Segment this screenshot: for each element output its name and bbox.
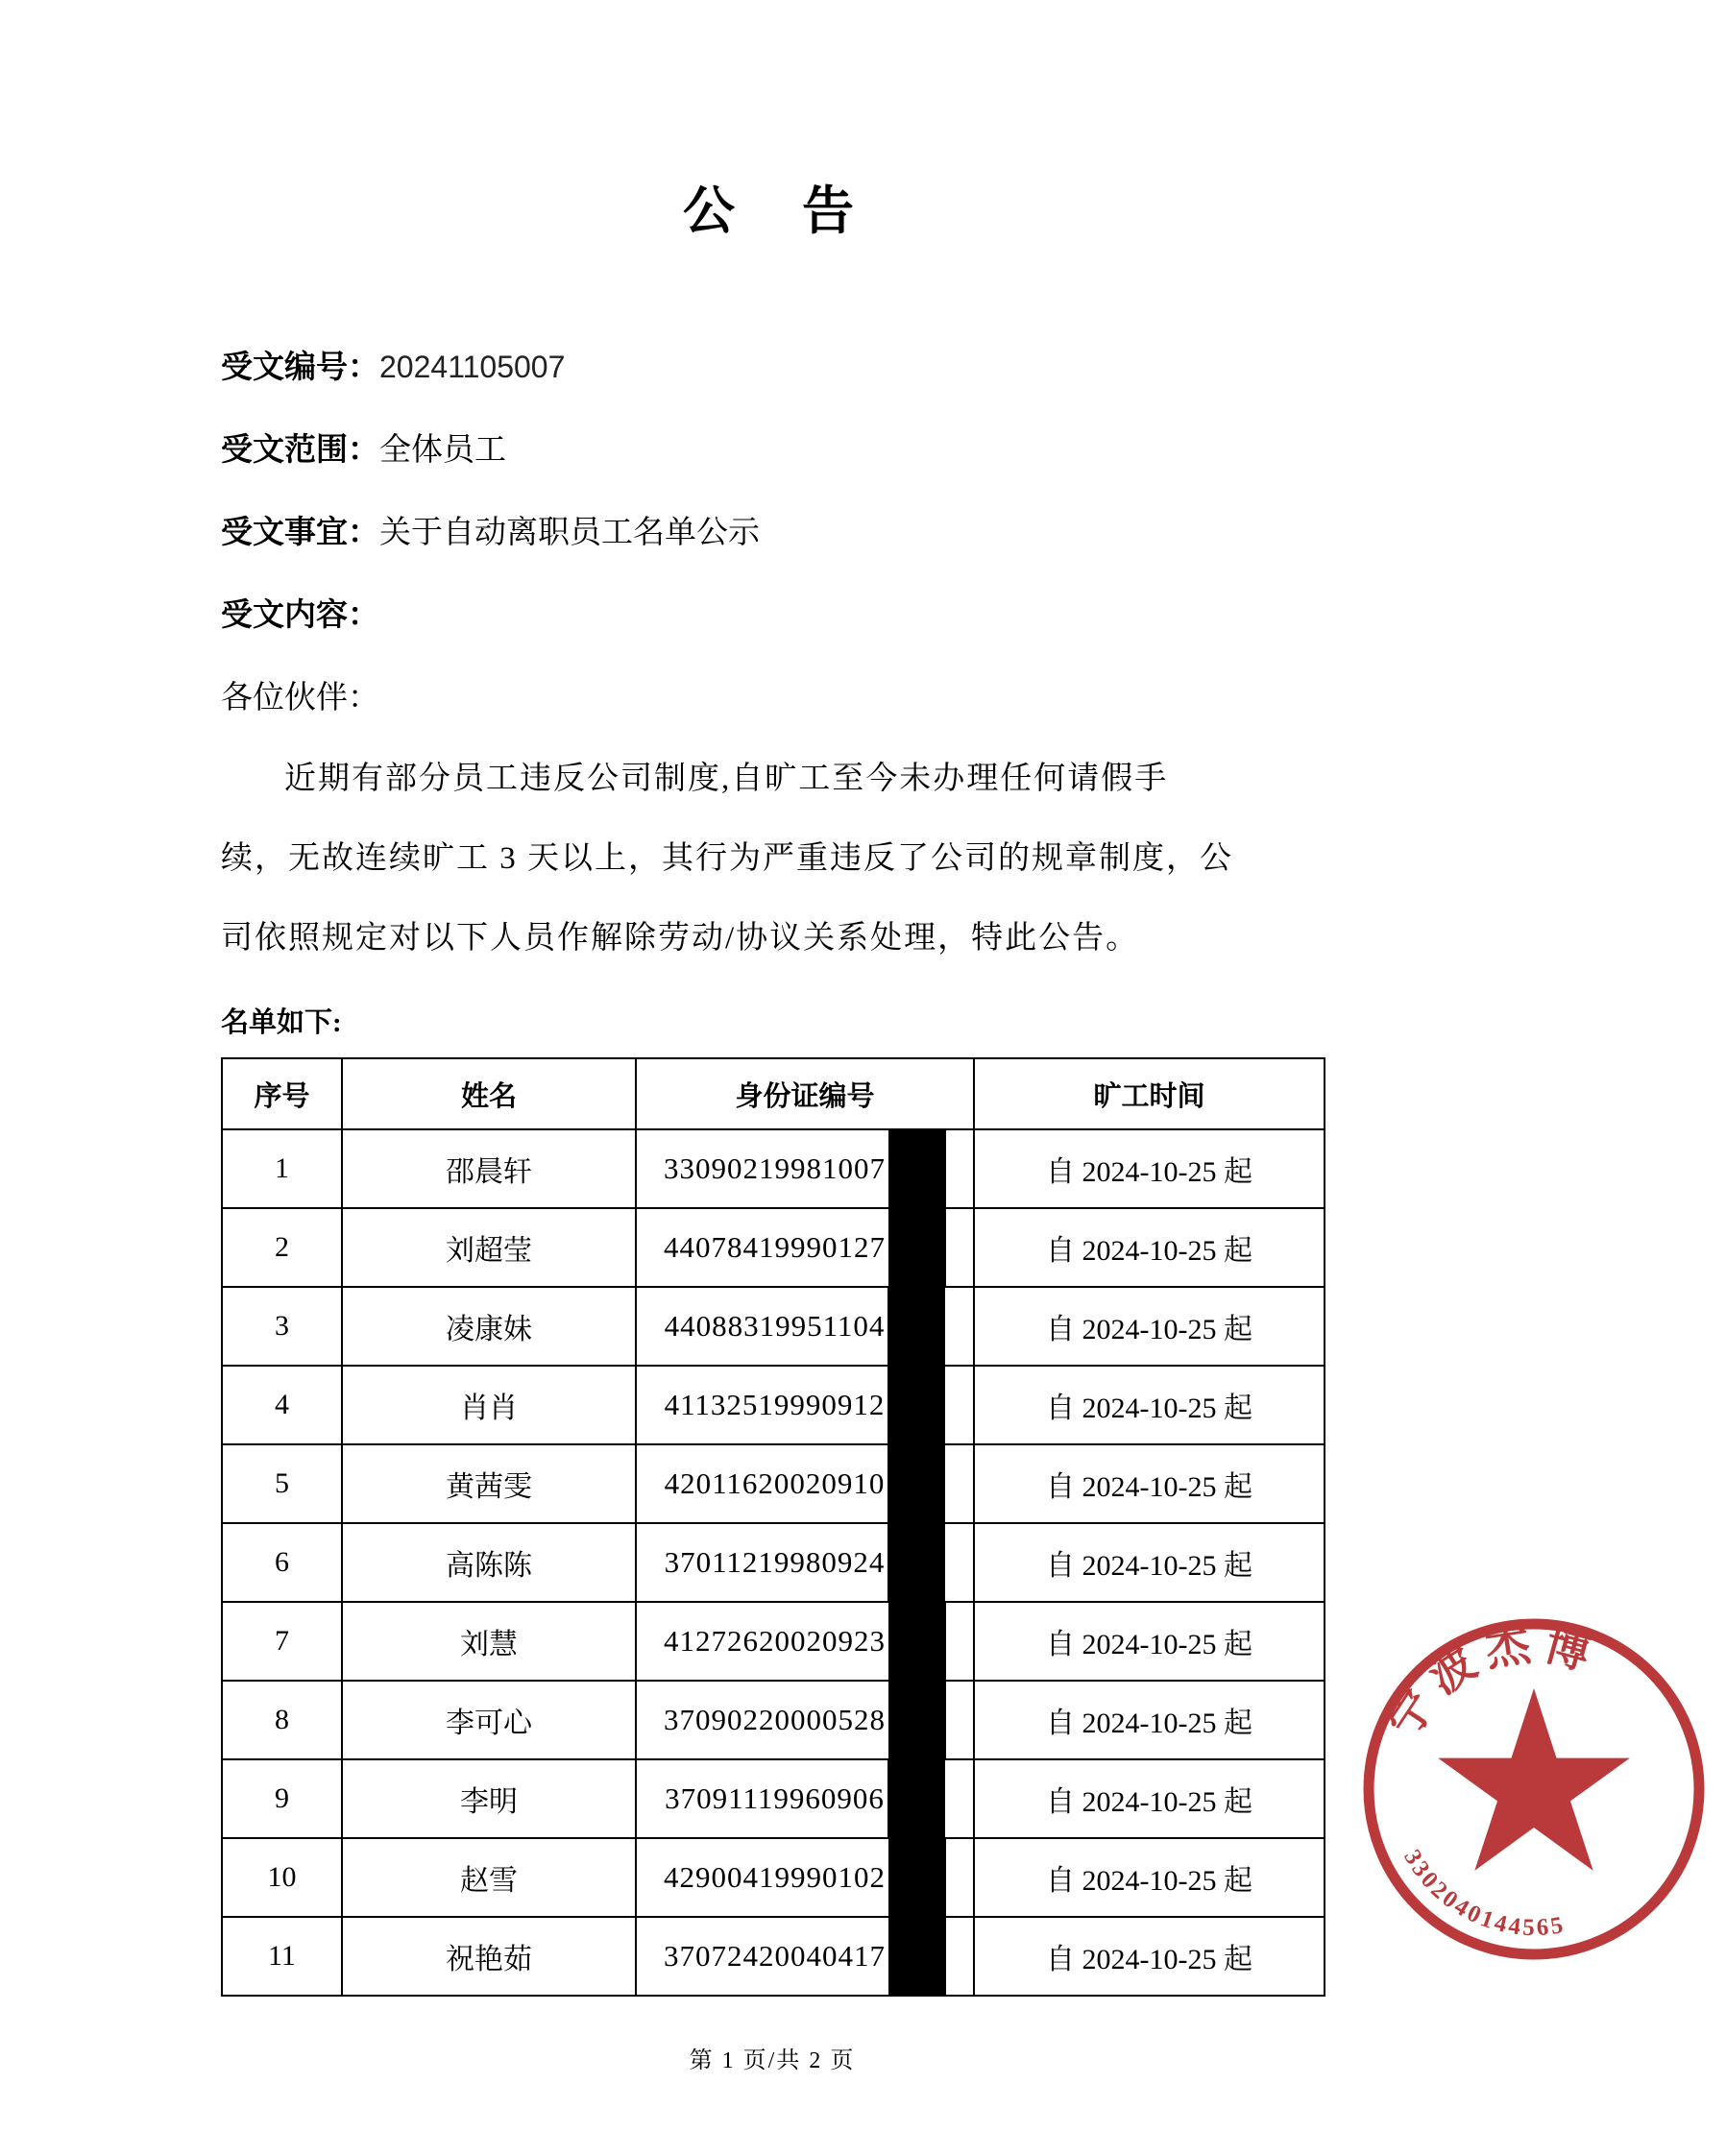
roster-table [221, 1057, 1325, 1997]
id-digits: 37072420040417 [664, 1939, 886, 1973]
header-absence-time: 旷工时间 [974, 1058, 1325, 1129]
cell-index: 2 [222, 1208, 342, 1287]
cell-id [636, 1287, 974, 1366]
id-digits: 41132519990912 [664, 1388, 886, 1421]
table-row [222, 1287, 1325, 1366]
cell-name: 肖肖 [342, 1366, 636, 1444]
meta-line-doc-body-label [221, 598, 1324, 633]
header-id-number: 身份证编号 [636, 1058, 974, 1129]
company-seal-stamp [1342, 1597, 1726, 1981]
cell-absence-time: 自 2024-10-25 起 [974, 1681, 1325, 1759]
cell-name: 凌康妹 [342, 1287, 636, 1366]
cell-name: 黄茜雯 [342, 1444, 636, 1523]
cell-absence-time: 自 2024-10-25 起 [974, 1602, 1325, 1681]
doc-number-label: 受文编号： [221, 351, 379, 385]
id-digits: 42011620020910 [664, 1466, 886, 1500]
meta-line-doc-subject [221, 516, 1324, 550]
table-row [222, 1523, 1325, 1602]
cell-index: 7 [222, 1602, 342, 1681]
seal-company-arc-text: 宁波杰博 [1378, 1618, 1605, 1746]
table-header-row [222, 1058, 1325, 1129]
body-line-1: 近期有部分员工违反公司制度,自旷工至今未办理任何请假手 [284, 762, 1169, 796]
cell-absence-time: 自 2024-10-25 起 [974, 1287, 1325, 1366]
cell-index: 1 [222, 1129, 342, 1208]
body-line-2: 续，无故连续旷工 3 天以上，其行为严重违反了公司的规章制度，公 [221, 841, 1233, 876]
header-name: 姓名 [342, 1058, 636, 1129]
cell-id [636, 1838, 974, 1917]
cell-id [636, 1602, 974, 1681]
redaction-box [887, 1760, 945, 1837]
redaction-box [887, 1367, 945, 1443]
cell-id [636, 1366, 974, 1444]
table-row [222, 1129, 1325, 1208]
cell-name: 李可心 [342, 1681, 636, 1759]
id-digits: 41272620020923 [664, 1624, 886, 1658]
salutation: 各位伙伴： [221, 681, 379, 715]
cell-absence-time: 自 2024-10-25 起 [974, 1917, 1325, 1996]
redaction-box [888, 1682, 946, 1758]
id-digits: 37090220000528 [664, 1703, 886, 1736]
cell-absence-time: 自 2024-10-25 起 [974, 1759, 1325, 1838]
cell-name: 高陈陈 [342, 1523, 636, 1602]
meta-block [221, 350, 1324, 633]
cell-name: 刘慧 [342, 1602, 636, 1681]
meta-line-doc-number [221, 350, 1324, 385]
redaction-box [888, 1839, 946, 1916]
cell-absence-time: 自 2024-10-25 起 [974, 1208, 1325, 1287]
cell-name: 刘超莹 [342, 1208, 636, 1287]
table-row [222, 1759, 1325, 1838]
redaction-box [887, 1445, 945, 1522]
seal-serial-arc-text: 3302040144565 [1398, 1845, 1568, 1942]
redaction-box [888, 1603, 946, 1680]
cell-index: 4 [222, 1366, 342, 1444]
redaction-box [888, 1918, 946, 1995]
seal-star-icon [1438, 1688, 1630, 1871]
id-digits: 42900419990102 [664, 1860, 886, 1894]
cell-name: 邵晨轩 [342, 1129, 636, 1208]
cell-index: 6 [222, 1523, 342, 1602]
list-label: 名单如下: [221, 1007, 342, 1038]
header-index: 序号 [222, 1058, 342, 1129]
cell-name: 祝艳茹 [342, 1917, 636, 1996]
id-digits: 37011219980924 [664, 1545, 886, 1579]
doc-scope-label: 受文范围： [221, 433, 379, 468]
table-row [222, 1838, 1325, 1917]
cell-id [636, 1681, 974, 1759]
meta-line-doc-scope [221, 433, 1324, 468]
body-line-3: 司依照规定对以下人员作解除劳动/协议关系处理，特此公告。 [221, 921, 1140, 956]
table-row [222, 1602, 1325, 1681]
cell-index: 9 [222, 1759, 342, 1838]
table-row [222, 1208, 1325, 1287]
cell-absence-time: 自 2024-10-25 起 [974, 1129, 1325, 1208]
doc-body-label: 受文内容： [221, 598, 379, 633]
table-row [222, 1917, 1325, 1996]
id-digits: 44078419990127 [664, 1230, 886, 1264]
cell-id [636, 1523, 974, 1602]
cell-id [636, 1759, 974, 1838]
table-row [222, 1681, 1325, 1759]
page-number-footer: 第 1 页/共 2 页 [689, 2048, 856, 2073]
cell-index: 3 [222, 1287, 342, 1366]
cell-id [636, 1129, 974, 1208]
redaction-box [887, 1524, 945, 1601]
doc-number-value: 20241105007 [379, 350, 566, 384]
body-paragraph [221, 762, 1324, 956]
cell-index: 11 [222, 1917, 342, 1996]
cell-absence-time: 自 2024-10-25 起 [974, 1523, 1325, 1602]
cell-id [636, 1917, 974, 1996]
id-digits: 33090219981007 [664, 1151, 886, 1185]
id-digits: 37091119960906 [665, 1781, 885, 1815]
table-row [222, 1366, 1325, 1444]
cell-name: 赵雪 [342, 1838, 636, 1917]
cell-absence-time: 自 2024-10-25 起 [974, 1838, 1325, 1917]
cell-index: 5 [222, 1444, 342, 1523]
cell-absence-time: 自 2024-10-25 起 [974, 1444, 1325, 1523]
cell-absence-time: 自 2024-10-25 起 [974, 1366, 1325, 1444]
cell-index: 8 [222, 1681, 342, 1759]
table-row [222, 1444, 1325, 1523]
page-title: 公 告 [683, 182, 862, 240]
doc-subject-value: 关于自动离职员工名单公示 [379, 516, 760, 550]
document-content [221, 0, 1324, 2074]
doc-scope-value: 全体员工 [379, 433, 506, 468]
cell-id [636, 1444, 974, 1523]
redaction-box [887, 1288, 945, 1365]
cell-id [636, 1208, 974, 1287]
redaction-box [888, 1130, 946, 1207]
doc-subject-label: 受文事宜： [221, 516, 379, 550]
cell-index: 10 [222, 1838, 342, 1917]
redaction-box [888, 1209, 946, 1286]
cell-name: 李明 [342, 1759, 636, 1838]
id-digits: 44088319951104 [664, 1309, 886, 1343]
